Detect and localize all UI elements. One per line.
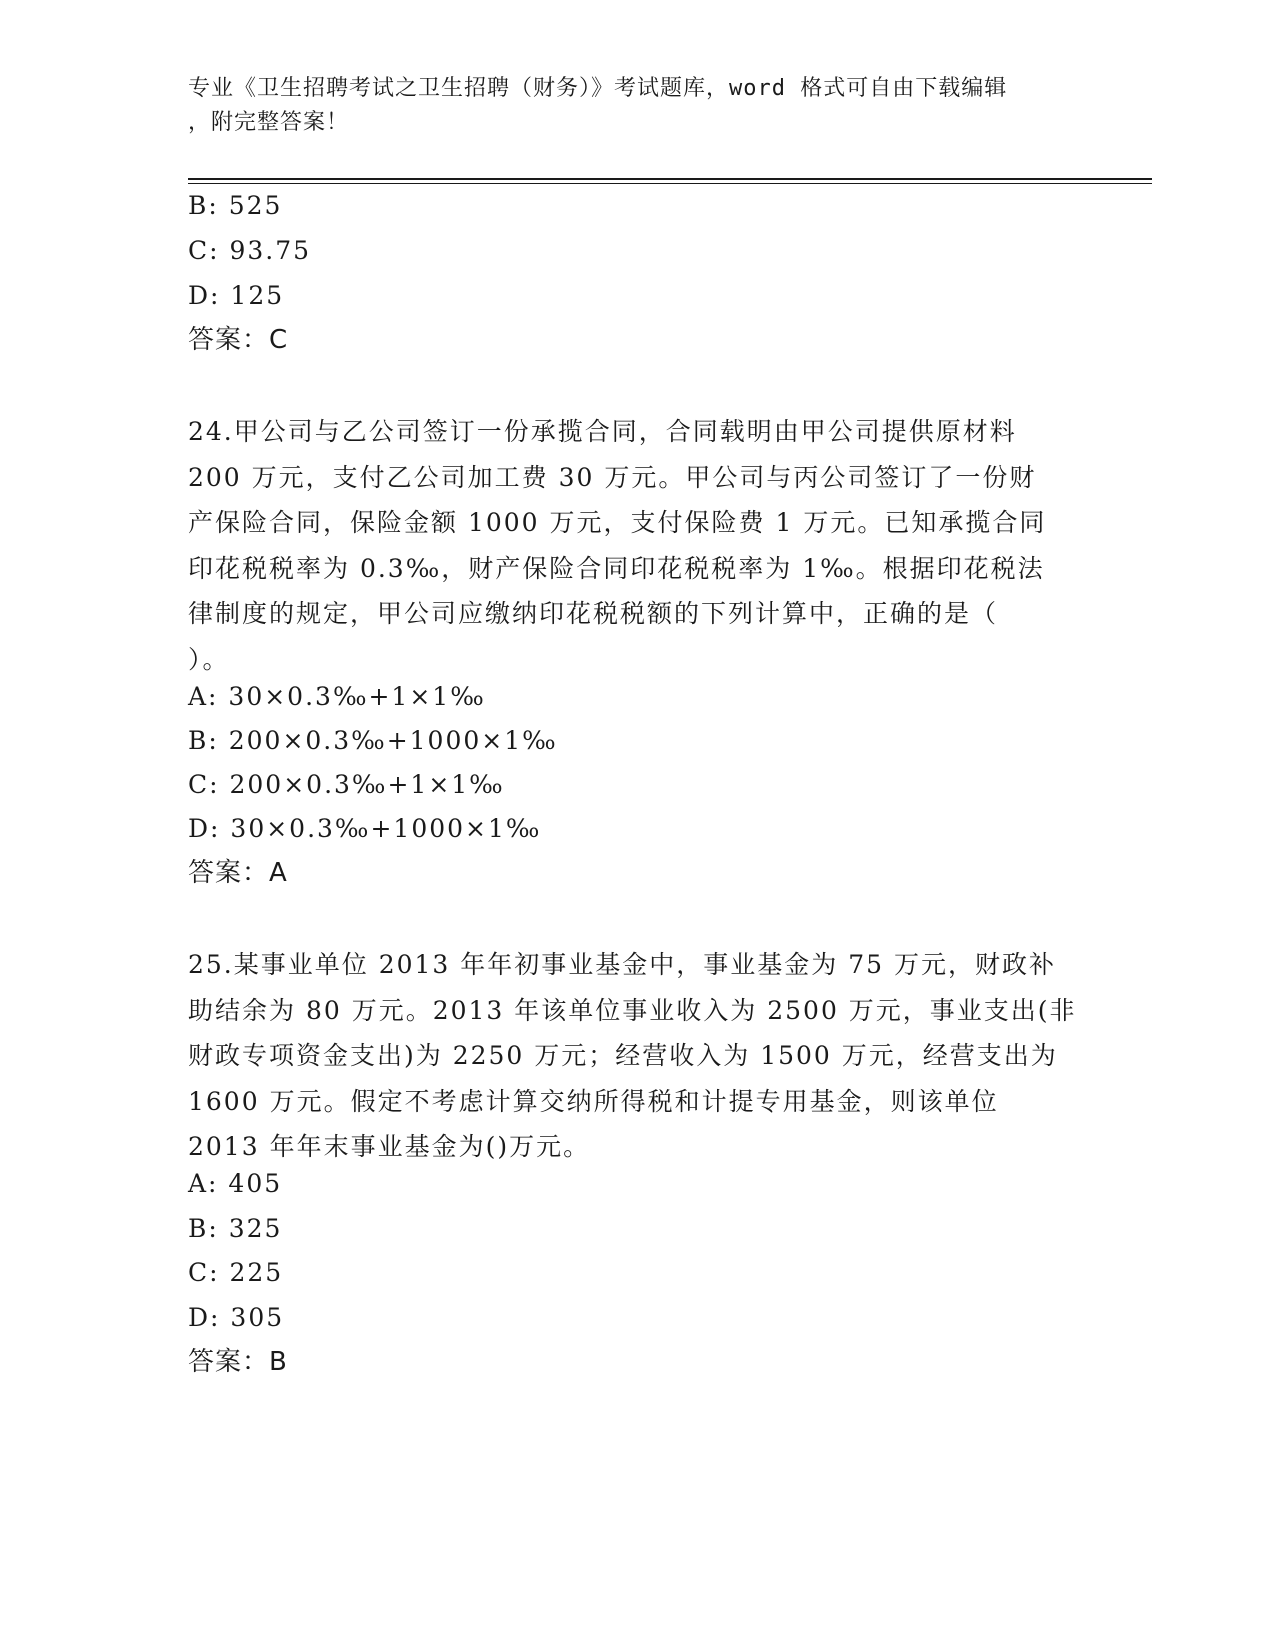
question-24-option-a: A: 30×0.3‰+1×1‰ [188, 682, 486, 711]
header-title-line-1: 专业《卫生招聘考试之卫生招聘（财务）》考试题库，word 格式可自由下载编辑 [188, 76, 1008, 101]
question-25-line: 财政专项资金支出)为 2250 万元；经营收入为 1500 万元，经营支出为 [188, 1041, 1058, 1070]
question-24-option-b: B: 200×0.3‰+1000×1‰ [188, 726, 558, 755]
question-25-line: 助结余为 80 万元。2013 年该单位事业收入为 2500 万元，事业支出(非 [188, 995, 1077, 1025]
question-24-text [188, 409, 1078, 682]
header-title-line-2: ，附完整答案！ [188, 110, 350, 135]
question-24-line: 产保险合同，保险金额 1000 万元，支付保险费 1 万元。已知承揽合同 [188, 508, 1047, 537]
prev-answer: 答案：C [188, 325, 289, 355]
question-25-option-d: D: 305 [188, 1303, 285, 1332]
question-24-option-c: C: 200×0.3‰+1×1‰ [188, 770, 505, 799]
question-24-line: ）。 [188, 644, 230, 674]
prev-option-b: B: 525 [188, 191, 283, 220]
question-24-line: 24.甲公司与乙公司签订一份承揽合同，合同载明由甲公司提供原材料 [188, 417, 1017, 446]
page-header [188, 72, 1068, 140]
question-25-line: 2013 年年末事业基金为()万元。 [188, 1132, 591, 1161]
question-24-line: 200 万元，支付乙公司加工费 30 万元。甲公司与丙公司签订了一份财 [188, 462, 1037, 492]
question-25-line: 25.某事业单位 2013 年年初事业基金中，事业基金为 75 万元，财政补 [188, 950, 1056, 979]
question-25-option-c: C: 225 [188, 1258, 284, 1287]
prev-option-d: D: 125 [188, 281, 285, 310]
question-24-line: 律制度的规定，甲公司应缴纳印花税税额的下列计算中，正确的是（ [188, 599, 999, 628]
question-25-option-b: B: 325 [188, 1214, 283, 1243]
question-25-answer: 答案：B [188, 1347, 288, 1377]
question-25-text [188, 942, 1078, 1170]
question-24-answer: 答案：A [188, 858, 288, 888]
header-divider-thin [188, 183, 1152, 184]
header-divider [188, 178, 1152, 180]
question-24-line: 印花税税率为 0.3‰，财产保险合同印花税税率为 1‰。根据印花税法 [188, 553, 1045, 583]
question-25-option-a: A: 405 [188, 1169, 283, 1198]
prev-option-c: C: 93.75 [188, 236, 312, 265]
question-24-option-d: D: 30×0.3‰+1000×1‰ [188, 814, 542, 843]
question-25-line: 1600 万元。假定不考虑计算交纳所得税和计提专用基金，则该单位 [188, 1086, 999, 1116]
